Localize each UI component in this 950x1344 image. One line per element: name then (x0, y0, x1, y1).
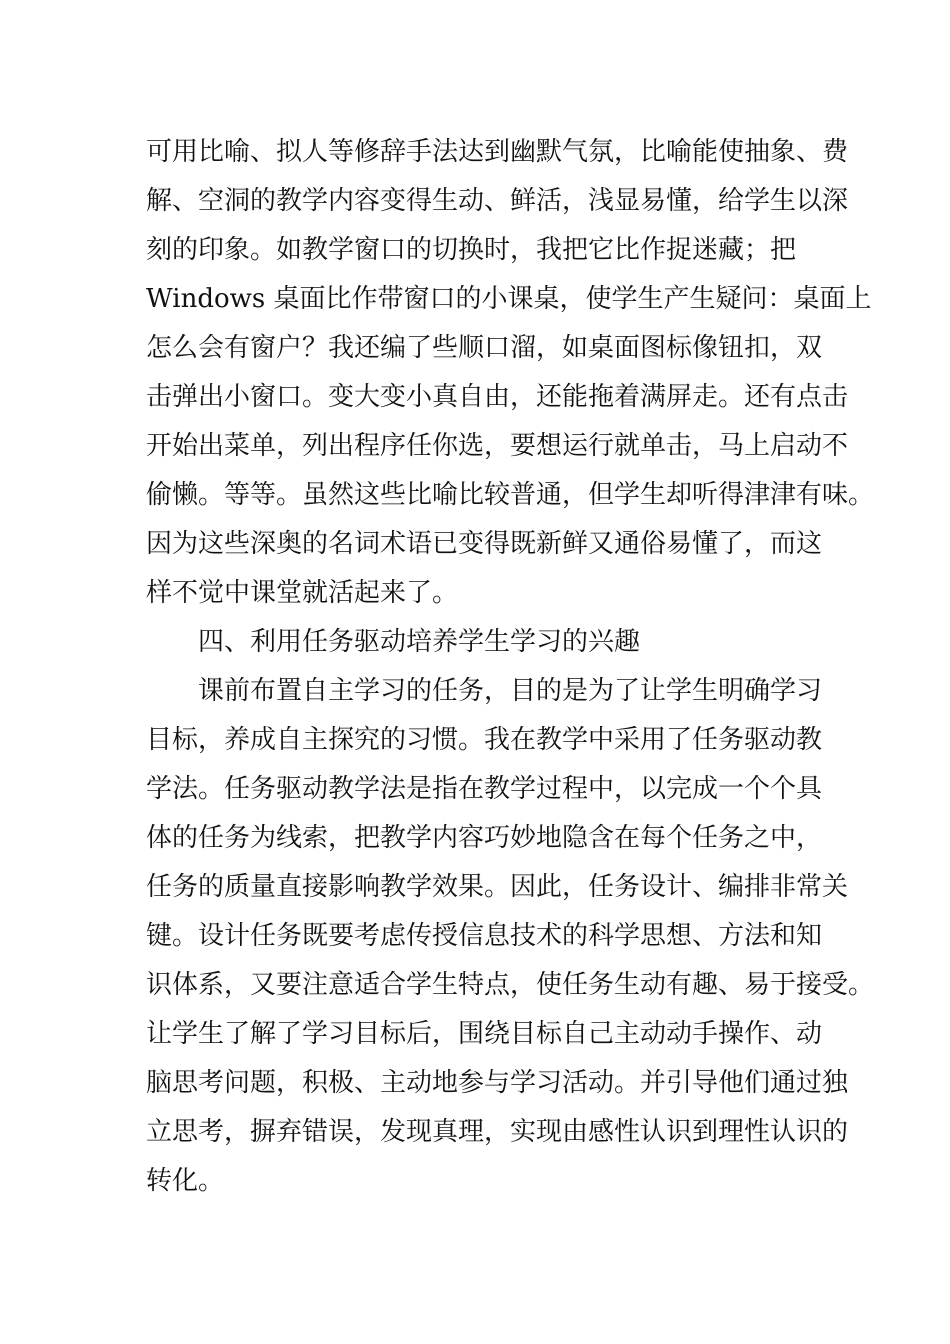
text-line: 立思考，摒弃错误，发现真理，实现由感性认识到理性认识的 (146, 1117, 849, 1147)
text-line: 任务的质量直接影响教学效果。因此，任务设计、编排非常关 (146, 872, 849, 902)
body-text (146, 128, 875, 1206)
text-line: 开始出菜单，列出程序任你选，要想运行就单击，马上启动不 (146, 431, 849, 461)
text-line: 解、空洞的教学内容变得生动、鲜活，浅显易懂，给学生以深 (146, 186, 849, 216)
text-line: 因为这些深奥的名词术语已变得既新鲜又通俗易懂了，而这 (146, 529, 823, 559)
text-line: 刻的印象。如教学窗口的切换时，我把它比作捉迷藏；把 (146, 235, 797, 265)
text-line: 键。设计任务既要考虑传授信息技术的科学思想、方法和知 (146, 921, 823, 951)
text-line: Windows 桌面比作带窗口的小课桌，使学生产生疑问：桌面上 (146, 284, 872, 314)
text-line: 样不觉中课堂就活起来了。 (146, 578, 459, 608)
paragraph-first-line: 课前布置自主学习的任务，目的是为了让学生明确学习 (198, 676, 823, 706)
text-line: 目标，养成自主探究的习惯。我在教学中采用了任务驱动教 (146, 725, 823, 755)
section-heading: 四、利用任务驱动培养学生学习的兴趣 (198, 627, 641, 657)
text-line: 脑思考问题，积极、主动地参与学习活动。并引导他们通过独 (146, 1068, 849, 1098)
text-line: 识体系，又要注意适合学生特点，使任务生动有趣、易于接受。 (146, 970, 875, 1000)
text-line: 可用比喻、拟人等修辞手法达到幽默气氛，比喻能使抽象、费 (146, 137, 849, 167)
text-line: 偷懒。等等。虽然这些比喻比较普通，但学生却听得津津有味。 (146, 480, 875, 510)
text-line: 体的任务为线索，把教学内容巧妙地隐含在每个任务之中， (146, 823, 823, 853)
text-line: 击弹出小窗口。变大变小真自由，还能拖着满屏走。还有点击 (146, 382, 849, 412)
text-line: 怎么会有窗户？我还编了些顺口溜，如桌面图标像钮扣，双 (146, 333, 823, 363)
text-line: 学法。任务驱动教学法是指在教学过程中，以完成一个个具 (146, 774, 823, 804)
text-line: 转化。 (146, 1166, 225, 1196)
text-line: 让学生了解了学习目标后，围绕目标自己主动动手操作、动 (146, 1019, 823, 1049)
